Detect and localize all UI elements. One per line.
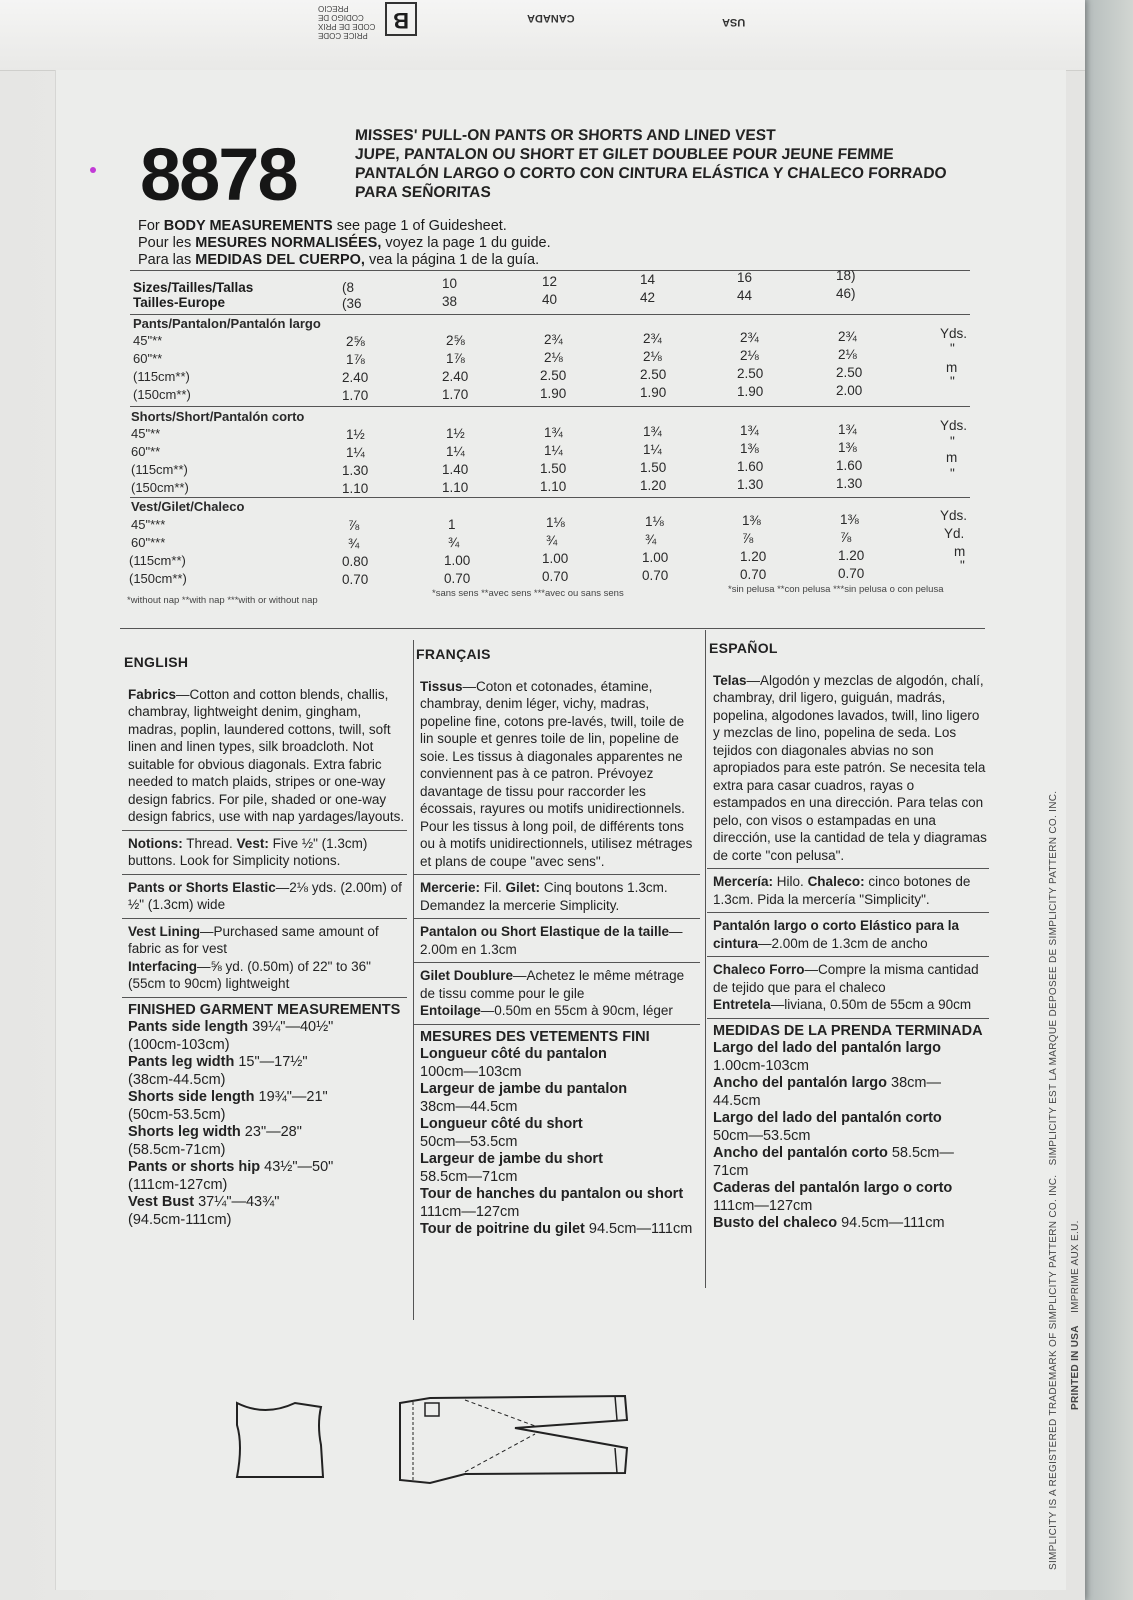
french-doublure: Gilet Doublure—Achetez le même métrage de tissu comme pour le gile Entoilage—0.50m en 55cm à 90cm, léger — [414, 962, 700, 1024]
price-code-box: B — [385, 2, 417, 36]
french-tissus: Tissus—Coton et cotonades, étamine, chambray, denim léger, vichy, madras, popeline fine, cotons pre-lavés, twill, toile de lin souple et genres toile de lin, popeline de soie. Les tissus à diagonales apparentes ne conviennent pas à ce patron. Prévoyez davantage de tissu pour raccorder les écossais, rayures ou motifs unidirectionnels. Pour les tissus à long poil, de différents tons ou à motifs unidirectionnels, utilisez métrages et plans de coupe "avec sens". — [420, 678, 693, 869]
french-mesures: MESURES DES VETEMENTS FINI Longueur côté du pantalon 100cm—103cm Largeur de jambe du pantalon 38cm—44.5cm Longueur côté du short 50cm—53.5cm Largeur de jambe du short 58.5cm—71cm Tour de hanches du pantalon ou short 111cm—127cm Tour de poitrine du gilet 94.5cm—111cm — [414, 1024, 700, 1243]
canada-label: CANADA — [527, 12, 575, 24]
spanish-column — [707, 636, 989, 1237]
english-notions: Notions: Thread. Vest: Five ½" (1.3cm) buttons. Look for Simplicity notions. — [122, 830, 407, 874]
body-measurements-note: For BODY MEASUREMENTS see page 1 of Guidesheet. Pour les MESURES NORMALISÉES, voyez la page 1 du guide. Para las MEDIDAS DEL CUERPO, vea la página 1 de la guía. — [138, 218, 551, 268]
footnote-english: *without nap **with nap ***with or without nap — [127, 595, 318, 606]
shorts-heading: Shorts/Short/Pantalón corto — [131, 409, 305, 424]
pants-heading: Pants/Pantalon/Pantalón largo — [133, 316, 321, 331]
printed-in-label: PRINTED IN USA IMPRIME AUX E.U. — [1070, 1220, 1081, 1410]
french-elastique: Pantalon ou Short Elastique de la taille—2.00m en 1.3cm — [414, 918, 700, 962]
english-column — [122, 650, 407, 1233]
divider — [130, 406, 970, 407]
title-french: JUPE, PANTALON OU SHORT ET GILET DOUBLEE POUR JEUNE FEMME — [354, 146, 894, 163]
french-mercerie: Mercerie: Fil. Gilet: Cinq boutons 1.3cm. Demandez la mercerie Simplicity. — [414, 874, 700, 918]
english-lining: Vest Lining—Purchased same amount of fabric as for vest Interfacing—⅝ yd. (0.50m) of 22" to 36" (55cm to 90cm) lightweight — [122, 918, 407, 997]
spanish-merceria: Mercería: Hilo. Chaleco: cinco botones de 1.3cm. Pida la mercería "Simplicity". — [707, 868, 989, 912]
footnote-french: *sans sens **avec sens ***avec ou sans sens — [432, 588, 624, 599]
spanish-forro: Chaleco Forro—Compre la misma cantidad de tejido que para el chaleco Entretela—liviana, 0.50m de 55cm a 90cm — [707, 956, 989, 1018]
title-spanish: PANTALÓN LARGO O CORTO CON CINTURA ELÁSTICA Y CHALECO FORRADO — [354, 165, 948, 182]
french-heading: FRANÇAIS — [416, 646, 491, 662]
spanish-telas: Telas—Algodón y mezclas de algodón, chalí, chambray, dril ligero, guiguán, madrás, popelina, algodones lavados, twill, lino ligero y mezclas de lino, popelina de seda. Los tejidos con diagonales abvias no son apropiados para este patrón. Se necesita tela extra para casar cuadros, rayas o estampados en una dirección. Para telas con pelo, con visos o estampadas en una dirección, use la cantidad de tela y diagramas de corte "con pelusa". — [713, 672, 987, 863]
envelope-flap — [0, 0, 1085, 71]
spanish-medidas: MEDIDAS DE LA PRENDA TERMINADA Largo del lado del pantalón largo 1.00cm-103cm Ancho del pantalón largo 38cm—44.5cm Largo del lado del pantalón corto 50cm—53.5cm Ancho del pantalón corto 58.5cm—71cm Caderas del pantalón largo o corto 111cm—127cm Busto del chaleco 94.5cm—111cm — [707, 1018, 989, 1237]
french-column — [414, 642, 700, 1243]
spanish-elastico: Pantalón largo o corto Elástico para la cintura—2.00m de 1.3cm de ancho — [707, 912, 989, 956]
sizes-label: Sizes/Tailles/Tallas Tailles-Europe — [133, 280, 254, 310]
pants-back-drawing — [395, 1388, 635, 1488]
spanish-heading: ESPAÑOL — [709, 640, 778, 656]
divider — [130, 314, 970, 315]
column-divider — [705, 630, 706, 1288]
ink-dot — [90, 167, 96, 173]
title-english: MISSES' PULL-ON PANTS OR SHORTS AND LINED VEST — [354, 127, 776, 144]
vest-back-drawing — [225, 1395, 345, 1485]
divider — [120, 628, 985, 629]
price-code-text: PRICE CODE CODE DE PRIX CODIGO DE PRECIO — [318, 4, 376, 40]
english-fabrics: Fabrics—Cotton and cotton blends, challis, chambray, lightweight denim, gingham, madras, poplin, laundered cottons, twill, soft linen and linen types, silk broadcloth. Not suitable for obvious diagonals. Extra fabric needed to match plaids, stripes or one-way design fabrics. For pile, shaded or one-way design fabrics, use with nap yardages/layouts. — [128, 686, 405, 824]
title-spanish-2: PARA SEÑORITAS — [354, 184, 492, 201]
pattern-envelope: B PRICE CODE CODE DE PRIX CODIGO DE PRECIO CANADA USA 8878 MISSES' PULL-ON PANTS OR SHORTS AND LINED VEST JUPE, PANTALON OU SHORT ET GILET DOUBLEE POUR JEUNE FEMME PANTALÓN LARGO O CORTO CON CINTURA ELÁSTICA Y CHALECO FORRADO PARA SEÑORITAS For BODY MEASUREMENTS see page 1 of Guidesheet. Pour les MESURES NORMALISÉES, voyez la page 1 du guide. Para las MEDIDAS DEL CUERPO, vea la página 1 de la guía. Sizes/Tailles/Tallas Tailles-Europe (8 10 12 14 16 18) (36 38 40 42 44 46) Pants/Pantalon/Pantalón largo 45"** 60"** (115cm**) (150cm**) 2⅝ 2⅝ 2¾ 2¾ 2¾ 2¾ Yds. 1⅞ 1⅞ 2⅛ 2⅛ 2⅛ 2⅛ " 2.40 2.40 2.50 2.50 2.50 2.50 m 1.70 1.70 1.90 1.90 1.90 2.00 " Shorts/Short/Pantalón corto 45"** 60"** (115cm**) (150cm**) 1½ 1½ 1¾ 1¾ 1¾ 1¾ Yds. 1¼ 1¼ 1¼ 1¼ 1⅜ 1⅜ " 1.30 1.40 1.50 1.50 1.60 1.60 m 1.10 1.10 1.10 1.20 1.30 1.30 " Vest/Gilet/Chaleco 45"*** 60"*** (115cm**) (150cm**) ⅞ 1 1⅛ 1⅛ 1⅜ 1⅜ Yds. ¾ ¾ ¾ ¾ ⅞ ⅞ Yd. 0.80 1.00 1.00 1.00 1.20 1.20 m 0.70 0.70 0.70 0.70 0.70 0.70 " *without nap **with nap ***with or without nap *sans sens **avec sens ***avec ou sans sens *sin pelusa **con pelusa ***sin pelusa o con pelusa ENGLISH Fabrics—Cotton and cotton blends, challis, chambray, lightweight denim, gingham, madras, poplin, laundered cottons, twill, soft linen and linen types, silk broadcloth. Not suitable for obvious diagonals. Extra fabric needed to match plaids, stripes or one-way design fabrics. For pile, shaded or one-way design fabrics, use with nap yardages/layouts. Notions: Thread. Vest: Five ½" (1.3cm) buttons. Look for Simplicity notions. Pants or Shorts Elastic—2⅛ yds. (2.00m) of ½" (1.3cm) wide Vest Lining—Purchased same amount of fabric as for vest Interfacing—⅝ yd. (0.50m) of 22" to 36" (55cm to 90cm) lightweight FINISHED GARMENT MEASUREMENTS Pants side length 39¼"—40½" (100cm-103cm) Pants leg width 15"—17½" (38cm-44.5cm) Shorts side length 19¾"—21" (50cm-53.5cm) Shorts leg width 23"—28" (58.5cm-71cm) Pants or shorts hip 43½"—50" (111cm-127cm) Vest Bust 37¼"—43¾" (94.5cm-111cm) FRANÇAIS Tissus—Coton et cotonades, étamine, chambray, denim léger, vichy, madras, popeline fine, cotons pre-lavés, twill, toile de lin souple et genres toile de lin, popeline de soie. Les tissus à diagonales apparentes ne conviennent pas à ce patron. Prévoyez davantage de tissu pour raccorder les écossais, rayures ou motifs unidirectionnels. Pour les tissus à long poil, de différents tons ou à motifs unidirectionnels, utilisez métrages et plans de coupe "avec sens". Mercerie: Fil. Gilet: Cinq boutons 1.3cm. Demandez la mercerie Simplicity. Pantalon ou Short Elastique de la taille—2.00m en 1.3cm Gilet Doublure—Achetez le même métrage de tissu comme pour le gile Entoilage—0.50m en 55cm à 90cm, léger MESURES DES VETEMENTS FINI Longueur côté du pantalon 100cm—103cm Largeur de jambe du pantalon 38cm—44.5cm Longueur côté du short 50cm—53.5cm Largeur de jambe du short 58.5cm—71cm Tour de hanches du pantalon ou short 111cm—127cm Tour de poitrine du gilet 94.5cm—111cm ESPAÑOL Telas—Algodón y mezclas de algodón, chalí, chambray, dril ligero, guiguán, madrás, popelina, algodones lavados, twill, lino ligero y mezclas de lino, popelina de seda. Los tejidos con diagonales abvias no son apropiados para este patrón. Se necesita tela extra para casar cuadros, rayas o estampados en una dirección. Para telas con pelo, con visos o estampadas en una dirección, use la cantidad de tela y diagramas de corte "con pelusa". Mercería: Hilo. Chaleco: cinco botones de 1.3cm. Pida la mercería "Simplicity". Pantalón largo o corto Elástico para la cintura—2.00m de 1.3cm de ancho Chaleco Forro—Compre la misma cantidad de tejido que para el chaleco Entretela—liviana, 0.50m de 55cm a 90cm MEDIDAS DE LA PRENDA TERMINADA Largo del lado del pantalón largo 1.00cm-103cm Ancho del pantalón largo 38cm—44.5cm Largo del lado del pantalón corto 50cm—53.5cm Ancho del pantalón corto 58.5cm—71cm Caderas del pantalón largo o corto 111cm—127cm Busto del chaleco 94.5cm—111cm SIMPLICITY IS A REGISTERED TRADEMARK OF SIMPLICITY PATTERN CO. INC. SIMPLICITY EST LA MARQUE DEPOSEE DE SIMPLICITY PATTERN CO. INC. PRINTED IN USA IMPRIME AUX E.U. — [0, 0, 1085, 1600]
pattern-titles — [355, 126, 947, 202]
vest-heading: Vest/Gilet/Chaleco — [131, 499, 245, 514]
divider — [130, 497, 970, 498]
trademark-side-text: SIMPLICITY IS A REGISTERED TRADEMARK OF SIMPLICITY PATTERN CO. INC. SIMPLICITY EST LA MARQUE DEPOSEE DE SIMPLICITY PATTERN CO. INC. — [1048, 790, 1059, 1570]
pattern-number: 8878 — [140, 133, 297, 216]
footnote-spanish: *sin pelusa **con pelusa ***sin pelusa o con pelusa — [728, 584, 944, 595]
english-heading: ENGLISH — [124, 654, 189, 670]
usa-label: USA — [722, 16, 746, 28]
english-elastic: Pants or Shorts Elastic—2⅛ yds. (2.00m) of ½" (1.3cm) wide — [122, 874, 407, 918]
english-finished-measurements: FINISHED GARMENT MEASUREMENTS Pants side length 39¼"—40½" (100cm-103cm) Pants leg width 15"—17½" (38cm-44.5cm) Shorts side length 19¾"—21" (50cm-53.5cm) Shorts leg width 23"—28" (58.5cm-71cm) Pants or shorts hip 43½"—50" (111cm-127cm) Vest Bust 37¼"—43¾" (94.5cm-111cm) — [122, 997, 407, 1234]
